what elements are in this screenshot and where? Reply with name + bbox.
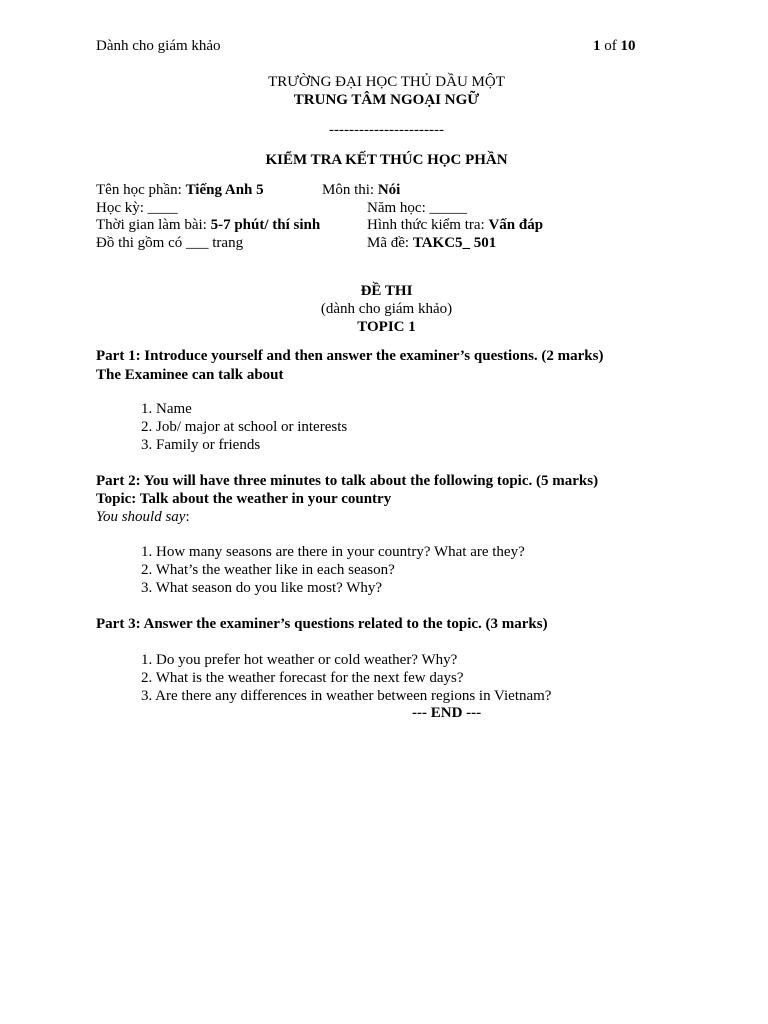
topic-title: TOPIC 1: [357, 319, 416, 335]
university-name: TRƯỜNG ĐẠI HỌC THỦ DẦU MỘT: [268, 74, 505, 90]
course-info: [96, 181, 264, 199]
course-value: Tiếng Anh 5: [185, 182, 264, 198]
list-item: 2. Job/ major at school or interests: [141, 419, 348, 435]
language-center-name: TRUNG TÂM NGOẠI NGỮ: [293, 92, 480, 108]
format-info: [367, 216, 543, 234]
end-marker: --- END ---: [412, 705, 482, 721]
time-value: 5-7 phút/ thí sinh: [210, 217, 321, 233]
part3-list: [141, 651, 551, 705]
subject-value: Nói: [377, 182, 401, 198]
year-info: [367, 199, 467, 217]
page-total: 10: [620, 38, 636, 54]
part2-topic: Topic: Talk about the weather in your country: [96, 491, 392, 507]
header-divider: -----------------------: [329, 122, 444, 138]
code-info: [367, 234, 496, 252]
time-label: Thời gian làm bài:: [96, 217, 211, 233]
list-item: 2. What’s the weather like in each season?: [141, 562, 395, 578]
pages-info: Đồ thi gồm có ___ trang: [96, 235, 244, 251]
part3-title: Part 3: Answer the examiner’s questions related to the topic. (3 marks): [96, 616, 548, 632]
exam-audience: (dành cho giám khảo): [320, 301, 453, 317]
should-say-text: You should say: [96, 509, 186, 525]
part1-subtitle: The Examinee can talk about: [96, 367, 284, 383]
list-item: 1. Name: [141, 401, 192, 417]
exam-title: KIỂM TRA KẾT THÚC HỌC PHẦN: [265, 152, 508, 168]
part2-title: Part 2: You will have three minutes to talk about the following topic. (5 marks): [96, 473, 599, 489]
format-value: Vấn đáp: [488, 217, 544, 233]
subject-label: Môn thi:: [322, 182, 378, 198]
list-item: 1. How many seasons are there in your country? What are they?: [141, 544, 525, 560]
code-value: TAKC5_ 501: [412, 235, 497, 251]
list-item: 3. Are there any differences in weather between regions in Vietnam?: [141, 688, 552, 704]
exam-heading: ĐỀ THI: [360, 283, 413, 299]
header-left-note: Dành cho giám khảo: [96, 38, 221, 54]
should-say-colon: :: [185, 509, 190, 525]
page-of: of: [604, 38, 617, 54]
list-item: 2. What is the weather forecast for the next few days?: [141, 670, 464, 686]
year-value: _____: [429, 200, 467, 216]
part1-list: [141, 400, 347, 454]
part2-list: [141, 543, 525, 597]
year-label: Năm học:: [367, 200, 430, 216]
page-current: 1: [593, 38, 601, 54]
semester-label: Học kỳ:: [96, 200, 148, 216]
list-item: 3. Family or friends: [141, 437, 261, 453]
page-indicator: [593, 37, 636, 55]
subject-info: [322, 181, 400, 199]
list-item: 1. Do you prefer hot weather or cold weather? Why?: [141, 652, 458, 668]
part2-should-say: [96, 508, 190, 526]
course-label: Tên học phần:: [96, 182, 186, 198]
list-item: 3. What season do you like most? Why?: [141, 580, 383, 596]
semester-value: ____: [147, 200, 178, 216]
time-info: [96, 216, 320, 234]
code-label: Mã đề:: [367, 235, 413, 251]
format-label: Hình thức kiểm tra:: [367, 217, 489, 233]
part1-title: Part 1: Introduce yourself and then answer the examiner’s questions. (2 marks): [96, 348, 604, 364]
semester-info: [96, 199, 178, 217]
